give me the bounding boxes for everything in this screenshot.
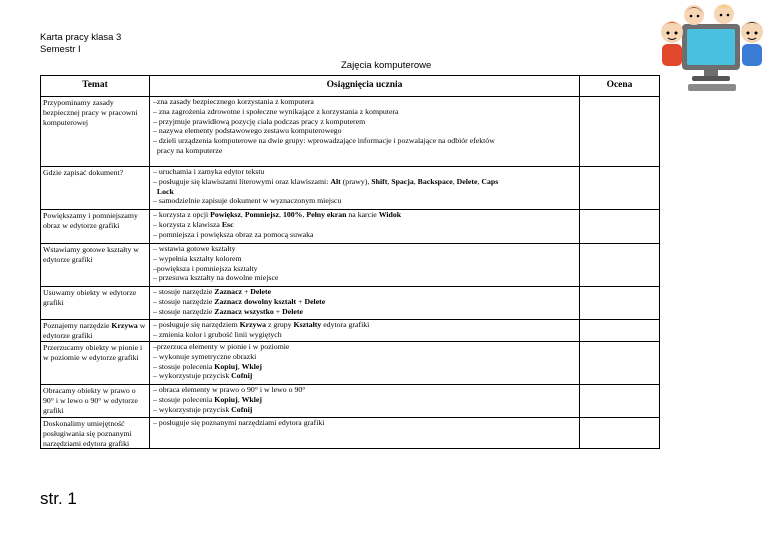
achievement-text: Spacja bbox=[391, 176, 414, 186]
grade-cell[interactable] bbox=[580, 210, 660, 244]
achievement-line bbox=[153, 196, 578, 206]
achievement-text: (prawy), bbox=[340, 176, 372, 186]
achievement-line bbox=[153, 287, 578, 297]
achievement-line bbox=[153, 418, 578, 428]
achievement-text: Pomniejsz bbox=[244, 210, 280, 219]
achievement-line bbox=[153, 220, 578, 230]
achievement-text: – zmienia kolor i grubość linii wygiętych bbox=[153, 329, 282, 339]
achievement-text: – stosuje polecenia bbox=[153, 361, 215, 371]
achievement-line bbox=[153, 352, 578, 362]
achievement-text: Wklej bbox=[241, 361, 262, 371]
topic-cell: Wstawiamy gotowe kształty w edytorze grafiki bbox=[41, 244, 150, 287]
achievement-text: –zna zasady bezpiecznego korzystania z komputera bbox=[153, 97, 314, 106]
achievement-line bbox=[153, 307, 578, 317]
achievement-text: 100% bbox=[282, 210, 303, 219]
table-row bbox=[41, 385, 660, 418]
table-row bbox=[41, 287, 660, 320]
achievement-text: Alt bbox=[330, 176, 341, 186]
header-class: Karta pracy klasa 3 bbox=[40, 32, 122, 43]
achievement-text: pracy na komputerze bbox=[153, 145, 223, 155]
achievement-text: na karcie bbox=[346, 210, 379, 219]
topic-cell bbox=[41, 320, 150, 342]
achievement-text: , bbox=[240, 210, 245, 219]
achievement-text: , bbox=[279, 210, 283, 219]
achievements-cell bbox=[150, 97, 580, 167]
table-row bbox=[41, 97, 660, 167]
achievement-text: Powiększ bbox=[210, 210, 241, 219]
achievement-text: –przerzuca elementy w pionie i w poziomie bbox=[153, 342, 290, 351]
achievement-text: Zaznacz bbox=[214, 287, 242, 296]
header-semester: Semestr I bbox=[40, 44, 81, 55]
achievement-text: Wklej bbox=[241, 394, 262, 404]
grade-cell[interactable] bbox=[580, 342, 660, 385]
table-header-row bbox=[41, 76, 660, 97]
topic-text: Krzywa bbox=[111, 321, 138, 330]
achievement-text: Krzywa bbox=[239, 320, 267, 329]
grade-cell[interactable] bbox=[580, 320, 660, 342]
grade-cell[interactable] bbox=[580, 97, 660, 167]
achievement-line bbox=[153, 342, 578, 352]
header-subject: Zajęcia komputerowe bbox=[341, 60, 432, 71]
achievement-text: – wstawia gotowe kształty bbox=[153, 244, 236, 253]
achievement-text: – uruchamia i zamyka edytor tekstu bbox=[153, 167, 265, 176]
achievement-line bbox=[153, 395, 578, 405]
achievement-line bbox=[153, 146, 578, 156]
achievement-text: – wykorzystuje przycisk bbox=[153, 404, 232, 414]
achievement-text: Lock bbox=[156, 186, 174, 196]
achievement-text: Delete bbox=[304, 296, 326, 306]
achievement-text: z grupy bbox=[266, 320, 294, 329]
topic-cell: Obracamy obiekty w prawo o 90° i w lewo o 90° w edytorze grafiki bbox=[41, 385, 150, 418]
table-row bbox=[41, 167, 660, 210]
grade-cell[interactable] bbox=[580, 385, 660, 418]
table-row bbox=[41, 210, 660, 244]
achievement-line bbox=[153, 273, 578, 283]
achievements-cell bbox=[150, 320, 580, 342]
achievement-line bbox=[153, 97, 578, 107]
achievement-text: , bbox=[237, 394, 242, 404]
achievement-text: , bbox=[452, 176, 457, 186]
achievements-cell bbox=[150, 342, 580, 385]
achievement-line bbox=[153, 264, 578, 274]
achievement-line bbox=[153, 297, 578, 307]
table-row bbox=[41, 418, 660, 449]
achievement-text: – obraca elementy w prawo o 90° i w lewo o 90° bbox=[153, 385, 306, 394]
achievement-text: –powiększa i pomniejsza kształty bbox=[153, 263, 258, 273]
grade-cell[interactable] bbox=[580, 167, 660, 210]
achievement-text: Delete bbox=[250, 287, 272, 296]
achievement-text: – wykonuje symetryczne obrazki bbox=[153, 351, 257, 361]
achievement-text: + bbox=[242, 287, 251, 296]
topic-cell: Powiększamy i pomniejszamy obraz w edytorze grafiki bbox=[41, 210, 150, 244]
achievement-text: – pomniejsza i powiększa obraz za pomocą suwaka bbox=[153, 229, 314, 239]
table-row bbox=[41, 244, 660, 287]
achievement-line bbox=[153, 405, 578, 415]
achievement-text: – przesuwa kształty na dowolne miejsce bbox=[153, 273, 279, 283]
achievement-text: Backspace bbox=[417, 176, 453, 186]
achievements-table bbox=[40, 75, 660, 449]
achievement-line bbox=[153, 177, 578, 187]
achievement-line bbox=[153, 187, 578, 197]
achievement-text: Kształty bbox=[293, 320, 322, 329]
achievement-text: + bbox=[296, 296, 305, 306]
grade-cell[interactable] bbox=[580, 244, 660, 287]
achievement-line bbox=[153, 330, 578, 340]
achievement-text: Delete bbox=[456, 176, 478, 186]
achievement-text: – posługuje się narzędziem bbox=[153, 320, 240, 329]
achievement-text: Kopiuj bbox=[214, 394, 238, 404]
achievement-text: – samodzielnie zapisuje dokument w wyznaczonym miejscu bbox=[153, 196, 342, 206]
achievement-line bbox=[153, 117, 578, 127]
achievement-line bbox=[153, 126, 578, 136]
achievements-cell bbox=[150, 210, 580, 244]
achievement-text: – posługuje się poznanymi narzędziami edytora grafiki bbox=[153, 418, 325, 427]
page-number: str. 1 bbox=[40, 489, 77, 508]
grade-cell[interactable] bbox=[580, 418, 660, 449]
achievement-text: – stosuje narzędzie bbox=[153, 306, 215, 316]
achievement-text: – korzysta z klawisza bbox=[153, 219, 222, 229]
achievement-text: – posługuje się klawiszami literowymi oraz klawiszami: bbox=[153, 176, 331, 186]
achievement-text: Shift bbox=[371, 176, 388, 186]
topic-cell: Usuwamy obiekty w edytorze grafiki bbox=[41, 287, 150, 320]
achievement-text: – nazywa elementy podstawowego zestawu komputerowego bbox=[153, 126, 342, 136]
achievement-text: + bbox=[273, 306, 283, 316]
achievement-line bbox=[153, 136, 578, 146]
achievement-text: Caps bbox=[481, 176, 499, 186]
achievement-text: – korzysta z opcji bbox=[153, 210, 211, 219]
achievement-line bbox=[153, 362, 578, 372]
achievement-line bbox=[153, 254, 578, 264]
achievement-text: Cofnij bbox=[231, 371, 253, 381]
achievement-text: , bbox=[302, 210, 307, 219]
achievement-text: – przyjmuje prawidłową pozycję ciała podczas pracy z komputerem bbox=[153, 116, 366, 126]
kids-computer-clipart-icon bbox=[658, 2, 768, 94]
achievement-text: – wykorzystuje przycisk bbox=[153, 371, 232, 381]
header-topic: Temat bbox=[41, 76, 150, 97]
achievement-line bbox=[153, 210, 578, 220]
achievement-text: , bbox=[387, 176, 392, 186]
topic-cell: Doskonalimy umiejętność posługiwania się poznanymi narzędziami edytora grafiki bbox=[41, 418, 150, 449]
grade-cell[interactable] bbox=[580, 287, 660, 320]
topic-cell: Przypominamy zasady bezpiecznej pracy w pracowni komputerowej bbox=[41, 97, 150, 167]
achievement-line bbox=[153, 107, 578, 117]
table-row bbox=[41, 320, 660, 342]
achievement-text: Cofnij bbox=[231, 404, 253, 414]
achievements-cell bbox=[150, 287, 580, 320]
achievement-text: , bbox=[413, 176, 418, 186]
achievement-text: – stosuje narzędzie bbox=[153, 287, 215, 296]
achievement-text: Zaznacz dowolny kształt bbox=[214, 296, 297, 306]
topic-text: w edytorze grafiki bbox=[43, 321, 146, 340]
table-row bbox=[41, 342, 660, 385]
achievement-text: Esc bbox=[221, 219, 234, 229]
achievement-text: edytora grafiki bbox=[321, 320, 370, 329]
header-grade: Ocena bbox=[580, 76, 660, 97]
achievement-line bbox=[153, 385, 578, 395]
achievement-line bbox=[153, 371, 578, 381]
achievements-cell bbox=[150, 167, 580, 210]
achievement-text: , bbox=[477, 176, 482, 186]
achievements-cell bbox=[150, 244, 580, 287]
achievement-line bbox=[153, 320, 578, 330]
achievements-cell bbox=[150, 418, 580, 449]
achievement-line bbox=[153, 167, 578, 177]
achievements-cell bbox=[150, 385, 580, 418]
achievement-text: , bbox=[237, 361, 242, 371]
header-achievements: Osiągnięcia ucznia bbox=[150, 76, 580, 97]
achievement-line bbox=[153, 244, 578, 254]
achievement-text: Delete bbox=[282, 306, 303, 316]
topic-cell: Gdzie zapisać dokument? bbox=[41, 167, 150, 210]
achievement-text: Zaznacz wszystko bbox=[214, 306, 274, 316]
achievement-text: Widok bbox=[378, 210, 402, 219]
achievement-text: – stosuje narzędzie bbox=[153, 296, 215, 306]
topic-cell: Przerzucamy obiekty w pionie i w poziomie w edytorze grafiki bbox=[41, 342, 150, 385]
achievement-text: Pełny ekran bbox=[306, 210, 347, 219]
achievement-line bbox=[153, 230, 578, 240]
achievement-text: Kopiuj bbox=[214, 361, 238, 371]
achievement-text: – zna zagrożenia zdrowotne i społeczne wynikające z korzystania z komputera bbox=[153, 106, 399, 116]
achievement-text: – dzieli urządzenia komputerowe na dwie grupy: wprowadzające informacje i pozwalające na odbiór efektów bbox=[153, 136, 495, 146]
topic-text: Poznajemy narzędzie bbox=[43, 321, 112, 330]
achievement-text: – stosuje polecenia bbox=[153, 394, 215, 404]
achievement-text: – wypełnia kształty kolorem bbox=[153, 253, 242, 263]
